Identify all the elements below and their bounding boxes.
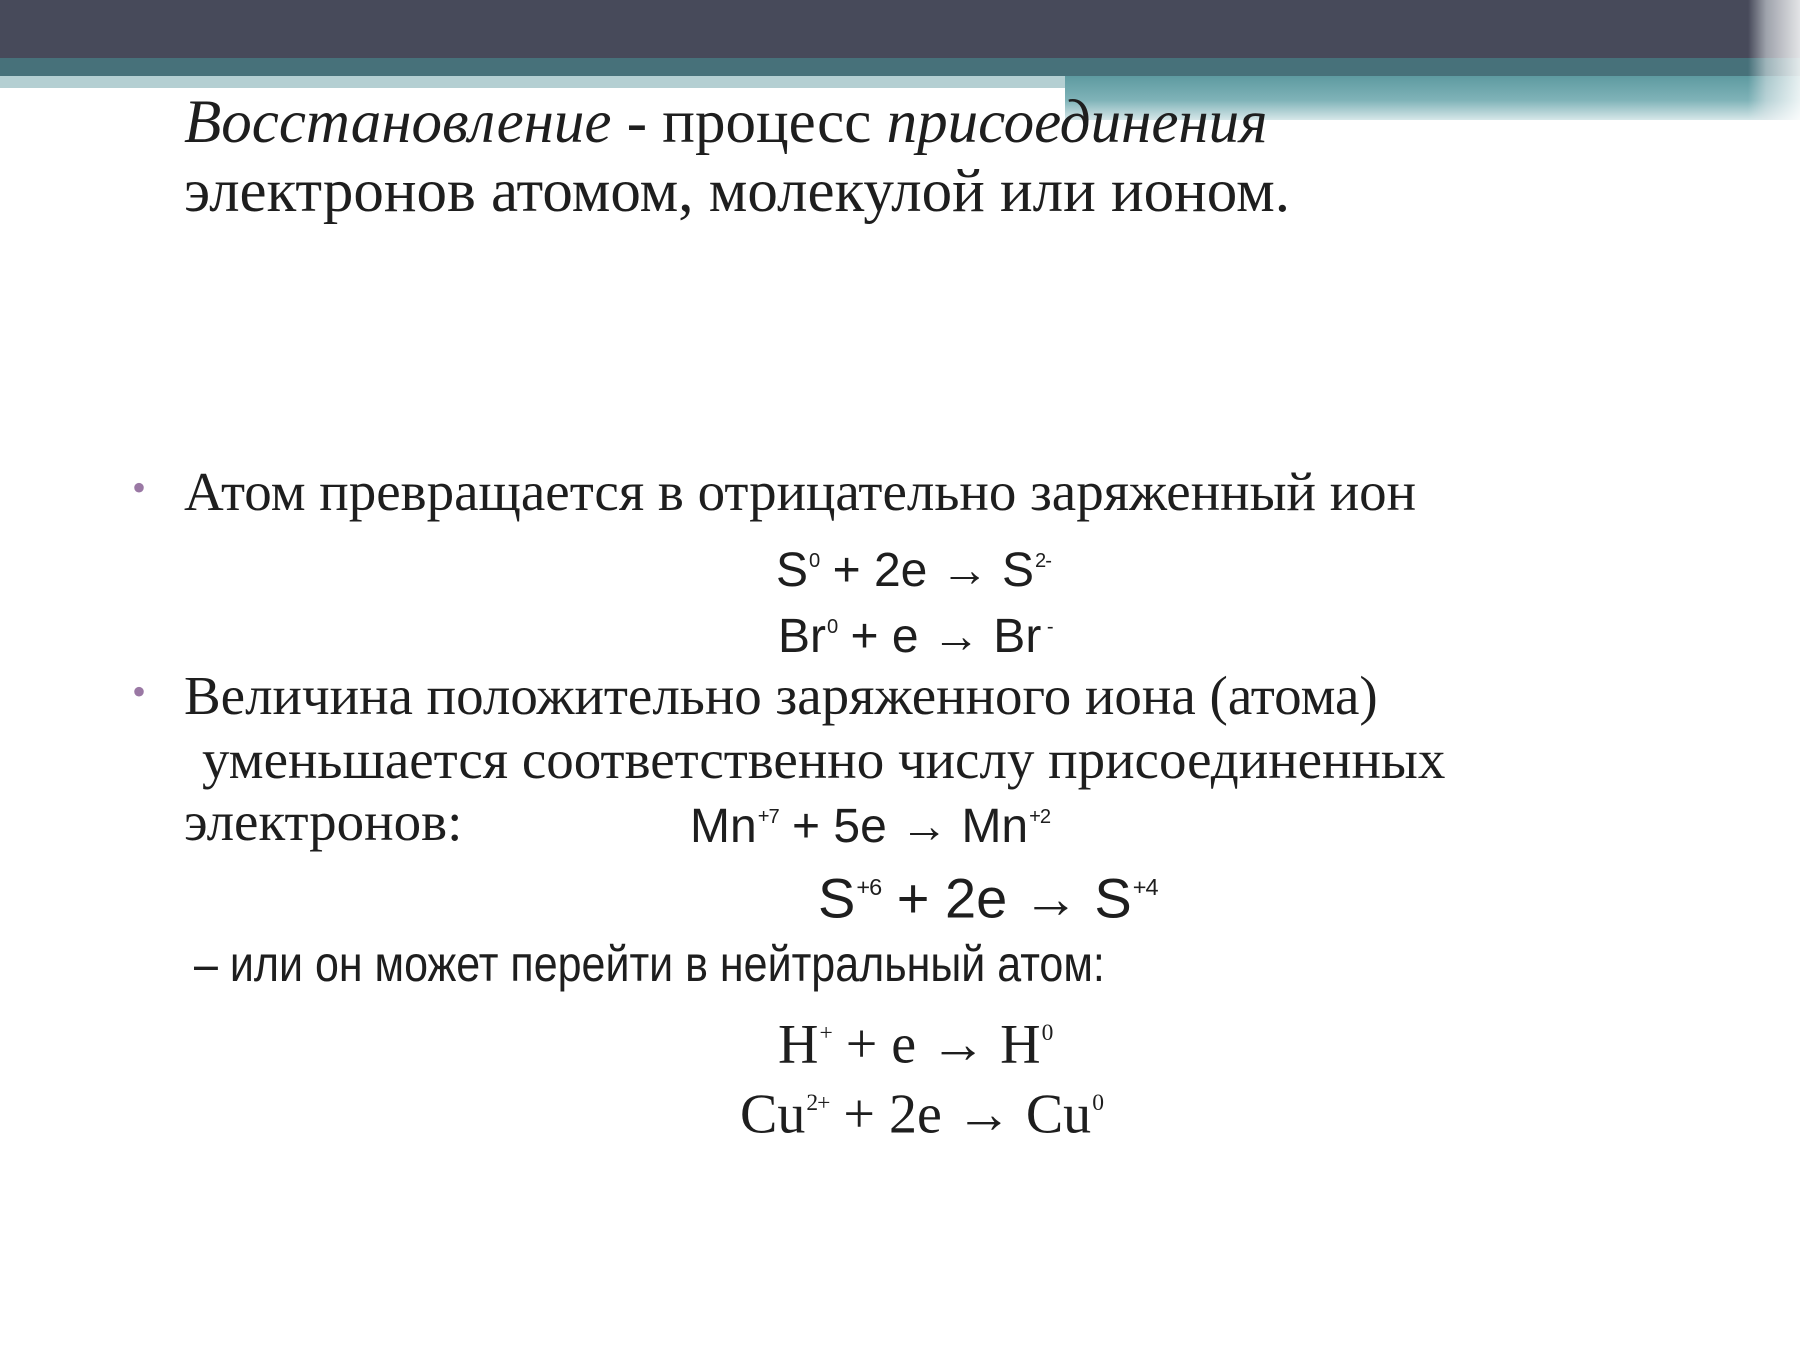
accent-stripe — [0, 58, 1800, 76]
eq-middle: + 5e → — [778, 800, 962, 854]
eq-lhs-charge: 0 — [809, 550, 820, 572]
eq-rhs-charge: 2- — [1035, 550, 1051, 572]
eq-lhs: S — [818, 866, 856, 930]
equation-row — [778, 1004, 1053, 1076]
eq-rhs: Br — [993, 610, 1042, 664]
eq-rhs-charge: 0 — [1092, 1090, 1103, 1116]
eq-lhs-charge: 2+ — [806, 1090, 830, 1116]
eq-rhs: Mn — [961, 800, 1029, 854]
equation-row — [740, 1074, 1103, 1146]
eq-middle: + 2e → — [819, 544, 1002, 598]
equation-row — [778, 598, 1053, 666]
eq-rhs: S — [1002, 544, 1035, 598]
note-text: – или он может перейти в нейтральный атом: — [194, 936, 1105, 992]
definition-term: Восстановление — [184, 89, 612, 156]
definition-rest: электронов атомом, молекулой или ионом. — [184, 158, 1290, 225]
eq-middle: + 2e → — [881, 866, 1095, 930]
definition-dash: - процесс — [611, 89, 887, 156]
eq-lhs: H — [778, 1013, 819, 1076]
eq-rhs: S — [1094, 866, 1132, 930]
bullet-dot: • — [132, 669, 147, 714]
bullet-text: Величина положительно заряженного иона (атома) — [184, 665, 1378, 726]
eq-middle: + 2e → — [829, 1083, 1026, 1146]
eq-rhs-charge: +4 — [1132, 874, 1158, 900]
definition-text — [184, 88, 1584, 226]
eq-rhs-charge: +2 — [1029, 806, 1051, 828]
eq-lhs: S — [776, 544, 809, 598]
eq-lhs-charge: 0 — [827, 616, 838, 638]
eq-rhs: H — [1000, 1013, 1041, 1076]
eq-lhs-charge: +7 — [757, 806, 779, 828]
eq-lhs-charge: + — [819, 1020, 832, 1046]
bullet-continuation: уменьшается соответственно числу присоединенных — [202, 729, 1446, 790]
accent-stripe-light — [0, 76, 1065, 88]
eq-lhs: Mn — [690, 800, 757, 854]
equation-row — [776, 532, 1051, 600]
equation-row — [690, 788, 1050, 856]
eq-middle: + e → — [837, 610, 994, 664]
eq-rhs-charge: - — [1042, 616, 1053, 638]
bullet-dot: • — [132, 465, 147, 510]
corner-fade — [1748, 0, 1800, 120]
eq-lhs: Cu — [740, 1083, 806, 1146]
eq-middle: + e → — [831, 1013, 1001, 1076]
bullet-continuation: электронов: — [184, 791, 463, 852]
eq-rhs: Cu — [1025, 1083, 1092, 1146]
definition-emphasis: присоединения — [886, 89, 1268, 156]
top-bar — [0, 0, 1800, 58]
bullet-text: Атом превращается в отрицательно заряженный ион — [184, 461, 1417, 522]
eq-rhs-charge: 0 — [1041, 1020, 1053, 1046]
eq-lhs: Br — [778, 610, 826, 664]
equation-row — [818, 858, 1158, 930]
eq-lhs-charge: +6 — [856, 874, 882, 900]
